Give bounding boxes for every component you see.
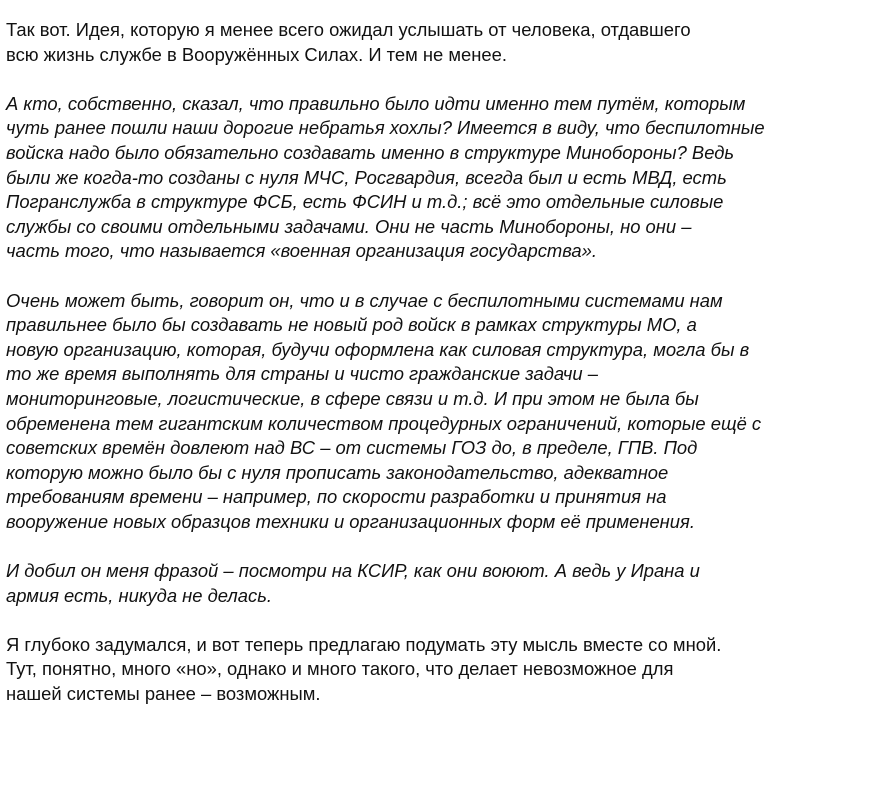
text-line: которую можно было бы с нуля прописать законодательство, адекватное	[6, 461, 669, 483]
text-line: А кто, собственно, сказал, что правильно было идти именно тем путём, которым	[6, 92, 746, 114]
text-line: правильнее было бы создавать не новый род войск в рамках структуры МО, а	[6, 314, 697, 336]
text-line: мониторинговые, логистические, в сфере связи и т.д. И при этом не была бы	[6, 387, 699, 409]
paragraph-quote-organization	[6, 289, 861, 535]
text-line: чуть ранее пошли наши дорогие небратья хохлы? Имеется в виду, что беспилотные	[6, 117, 765, 139]
paragraph-conclusion	[6, 633, 861, 707]
text-line: советских времён довлеют над ВС – от системы ГОЗ до, в пределе, ГПВ. Под	[6, 437, 698, 459]
text-line: были же когда-то созданы с нуля МЧС, Росгвардия, всегда был и есть МВД, есть	[6, 166, 727, 188]
text-line: всю жизнь службе в Вооружённых Силах. И тем не менее.	[6, 43, 507, 65]
text-line: нашей системы ранее – возможным.	[6, 683, 321, 705]
text-line: Очень может быть, говорит он, что и в случае с беспилотными системами нам	[6, 289, 723, 311]
text-line: войска надо было обязательно создавать именно в структуре Минобороны? Ведь	[6, 141, 735, 163]
paragraph-quote-ksir	[6, 559, 861, 608]
text-line: армия есть, никуда не делась.	[6, 584, 272, 606]
text-line: часть того, что называется «военная организация государства».	[6, 240, 597, 262]
text-line: Тут, понятно, много «но», однако и много такого, что делает невозможное для	[6, 658, 674, 680]
paragraph-intro	[6, 18, 861, 67]
text-line: Так вот. Идея, которую я менее всего ожидал услышать от человека, отдавшего	[6, 19, 691, 40]
text-line: новую организацию, которая, будучи оформлена как силовая структура, могла бы в	[6, 338, 750, 360]
text-line: И добил он меня фразой – посмотри на КСИР, как они воюют. А ведь у Ирана и	[6, 560, 700, 582]
text-line: вооружение новых образцов техники и организационных форм её применения.	[6, 510, 695, 532]
text-line: то же время выполнять для страны и чисто гражданские задачи –	[6, 363, 599, 385]
text-line: Я глубоко задумался, и вот теперь предлагаю подумать эту мысль вместе со мной.	[6, 633, 722, 655]
text-line: службы со своими отдельными задачами. Они не часть Минобороны, но они –	[6, 215, 692, 237]
text-line: Погранслужба в структуре ФСБ, есть ФСИН и т.д.; всё это отдельные силовые	[6, 191, 724, 213]
paragraph-quote-structure	[6, 92, 861, 264]
text-line: обременена тем гигантским количеством процедурных ограничений, которые ещё с	[6, 412, 762, 434]
text-line: требованиям времени – например, по скорости разработки и принятия на	[6, 486, 667, 508]
